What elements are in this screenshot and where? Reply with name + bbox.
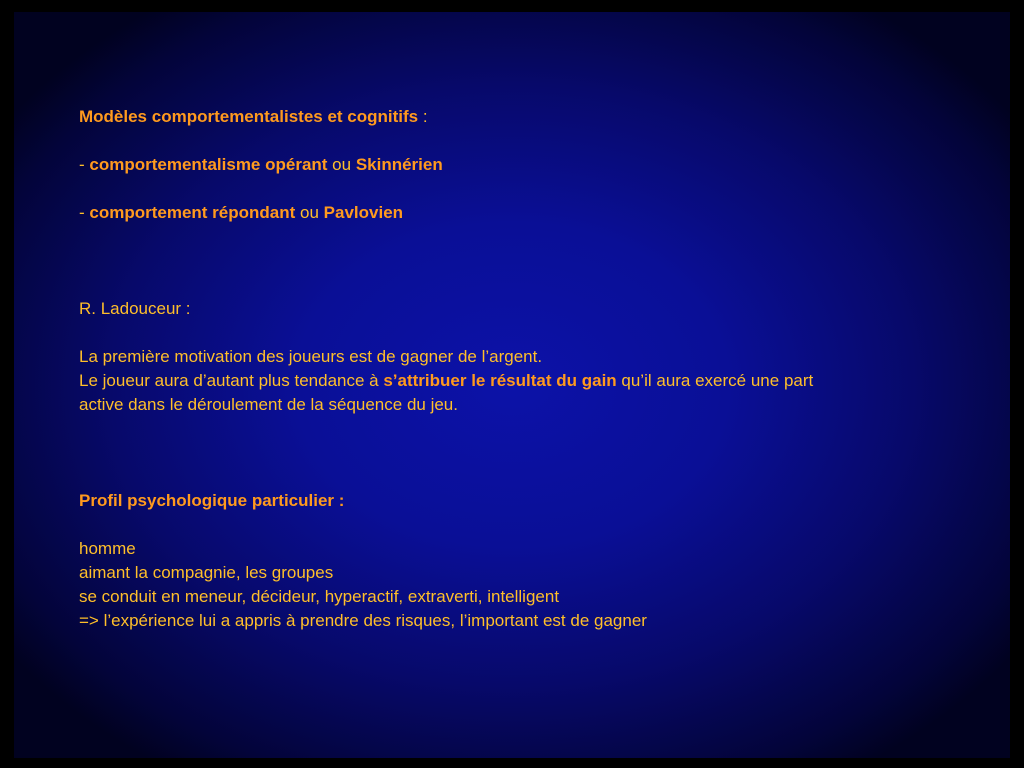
section2-line2-pre: Le joueur aura d’autant plus tendance à (79, 371, 384, 390)
bullet-dash: - (79, 203, 90, 222)
section1-item-operant (79, 153, 959, 177)
section2-line1: La première motivation des joueurs est de gagner de l’argent. (79, 347, 543, 366)
section2-line2 (79, 369, 959, 393)
connector: ou (295, 203, 324, 222)
section1-title-suffix: : (418, 107, 428, 126)
term-operant: comportementalisme opérant (89, 155, 328, 174)
section3-title: Profil psychologique particulier : (79, 491, 345, 510)
bullet-dash: - (79, 155, 90, 174)
connector: ou (327, 155, 356, 174)
section2-highlight: s’attribuer le résultat du gain (383, 371, 617, 390)
profile-line-traits: se conduit en meneur, décideur, hyperactif, extraverti, intelligent (79, 587, 560, 606)
term-skinnerien: Skinnérien (355, 155, 443, 174)
section2-line3: active dans le déroulement de la séquence du jeu. (79, 395, 458, 414)
profile-line-experience: => l’expérience lui a appris à prendre des risques, l’important est de gagner (79, 611, 647, 630)
profile-line-gender: homme (79, 539, 136, 558)
term-repondant: comportement répondant (89, 203, 296, 222)
slide (14, 12, 1010, 758)
profile-line-social: aimant la compagnie, les groupes (79, 563, 334, 582)
section2-author: R. Ladouceur : (79, 299, 191, 318)
slide-content (79, 105, 959, 633)
section2-line2-post: qu’il aura exercé une part (616, 371, 814, 390)
section1-heading (79, 105, 959, 129)
section1-title: Modèles comportementalistes et cognitifs (79, 107, 419, 126)
term-pavlovien: Pavlovien (323, 203, 404, 222)
section1-item-repondant (79, 201, 959, 225)
